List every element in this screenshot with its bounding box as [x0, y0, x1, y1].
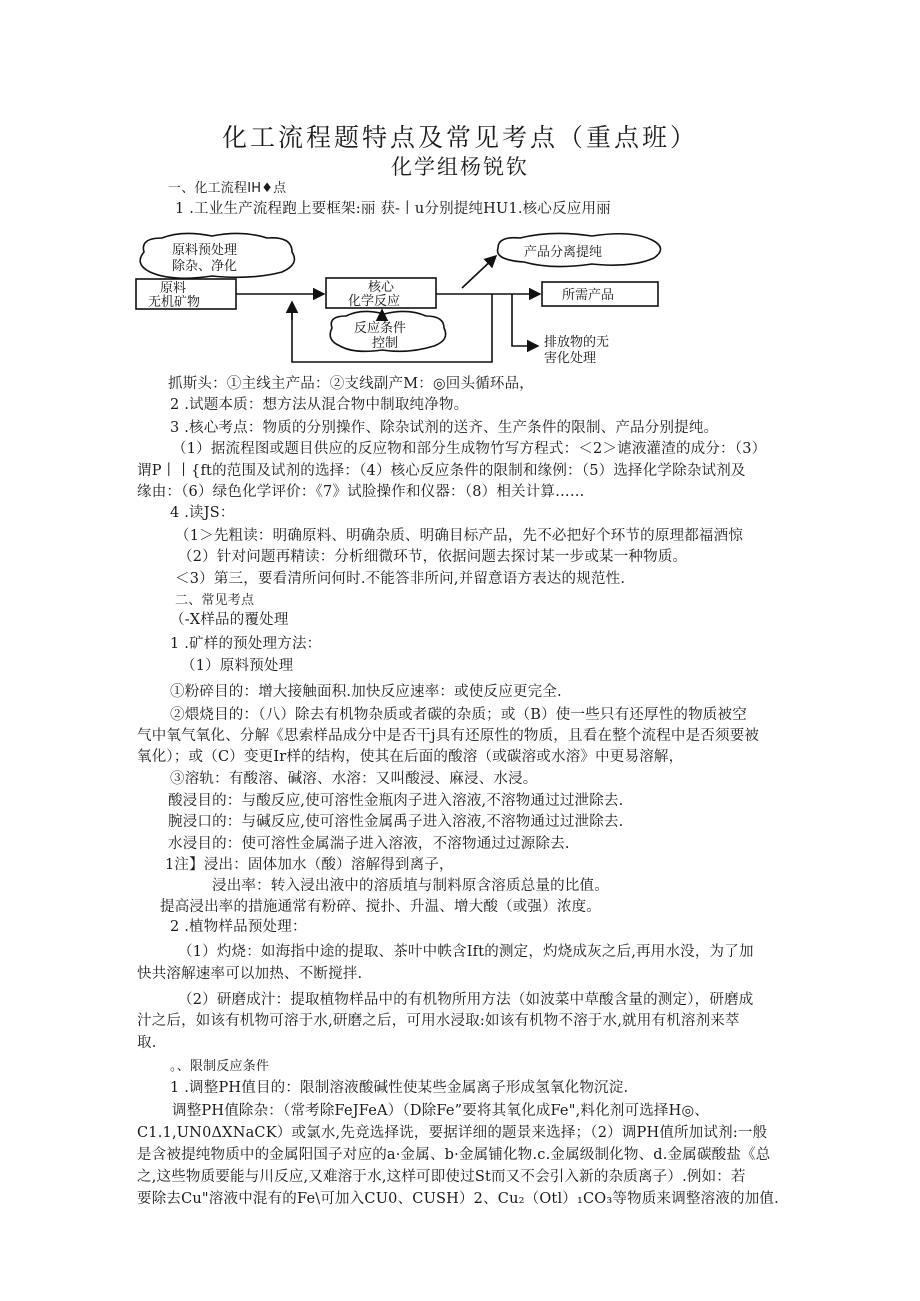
diagram-core-label-1: 核心	[368, 280, 395, 295]
paragraph-line: ＜3）第三，要看清所问何时.不能答非所问,并留意语方表达的规范性.	[175, 571, 626, 587]
paragraph-line: 谓P丨丨{ft的范围及试剂的选择：（4）核心反应条件的限制和缘例：（5）选择化学除杂试剂及	[137, 463, 746, 479]
diagram-separation-label: 产品分离提纯	[524, 245, 603, 260]
paragraph-line: （1）原料预处理	[181, 658, 294, 674]
paragraph-line: 调整PH值除杂：（常考除FeJFeA）（D除Fe”要将其氧化成Fe",料化剂可选择H◎、	[172, 1103, 709, 1119]
paragraph-line: 缘由：（6）绿色化学评价：《7》试脸操作和仪器：（8）相关计算……	[137, 484, 585, 500]
section-heading-2: 二、常见考点	[175, 593, 255, 608]
diagram-waste-label-2: 害化处理	[544, 351, 597, 366]
paragraph-line: （2）针对问题再精读：分析细微环节，依据问题去探讨某一步或某一种物质。	[178, 549, 688, 565]
paragraph-line: ③溶轨：有酸溶、碱溶、水溶：又叫酸浸、麻浸、水浸。	[170, 771, 538, 787]
diagram-pretreatment-label-2: 除杂、净化	[172, 259, 238, 274]
paragraph-line: 气中氧气氧化、分解《思索样品成分中是否干j具有还原性的物质，且看在整个流程中是否须要被	[137, 728, 760, 744]
paragraph-line: C1.1,UN0ΔXNaCK）或氯水,先竞选择诜，要据详细的题景来选择；（2）调PH值所加试剂:一般	[137, 1125, 768, 1141]
paragraph-line: 氧化）；或（C）变更Ir样的结构，使其在后面的酸溶（或碳溶或水溶》中更易溶解，	[137, 749, 684, 765]
reaction-condition-cloud	[330, 311, 445, 351]
paragraph-line: （1＞先粗读：明确原料、明确杂质、明确目标产品，先不必把好个环节的原理都福酒惊	[175, 528, 744, 544]
diagram-raw-label-1: 原料	[160, 281, 187, 296]
core-reaction-box	[326, 278, 436, 309]
paragraph-line: （1）灼烧：如海指中途的提取、茶叶中帙含Ift的测定，灼烧成灰之后,再用水没，为了加	[178, 944, 754, 960]
diagram-raw-label-2: 无机矿物	[148, 295, 201, 310]
document-subtitle: 化学组杨锐钦	[391, 155, 529, 179]
paragraph-line: （1）据流程图或题目供应的反应物和部分生成物竹写方程式：＜2＞谑液灌渣的成分：（3）	[172, 441, 767, 457]
paragraph-line: 抓斯头：①主线主产品：②支线副产M：◎回头循环品，	[168, 376, 534, 392]
diagram-pretreatment-label-1: 原料预处理	[172, 243, 238, 258]
paragraph-line: 水浸目的：使可溶性金属湍子进入溶液，不溶物通过过源除去.	[168, 836, 570, 852]
diagram-condition-label-2: 控制	[372, 336, 399, 351]
raw-material-box	[136, 279, 236, 310]
paragraph-line: 是含被提纯物质中的金属阳国子对应的a·金属、b·金属铺化物.c.金属级制化物、d.金属碳酸盐《总	[137, 1147, 771, 1163]
paragraph-line: 取.	[137, 1035, 157, 1051]
paragraph-line: ①粉碎目的：增大接触面积.加快反应速率：或使反应更完全.	[170, 684, 562, 700]
paragraph-line: 1注】浸出：固体加水（酸）溶解得到离子，	[165, 857, 454, 873]
paragraph-line: 快共溶解速率可以加热、不断搅拌.	[137, 966, 363, 982]
paragraph-line: 3 .核心考点：物质的分别操作、除杂试剂的送齐、生产条件的限制、产品分别提纯。	[170, 420, 719, 436]
paragraph-line: 4 .读JS：	[170, 505, 235, 521]
paragraph-line: 汁之后，如该有机物可溶于水,研磨之后，可用水浸取:如该有机物不溶于水,就用有机溶剂来萃	[137, 1013, 740, 1029]
pretreatment-cloud	[140, 233, 294, 278]
paragraph-line: ②煨烧目的：（八）除去有机物杂质或者碳的杂质；或（B）使一些只有还厚性的物质被空	[170, 707, 747, 723]
paragraph-line: （2）研磨成汁：提取植物样品中的有机物所用方法（如波菜中草酸含量的测定），研磨成	[178, 992, 754, 1008]
paragraph-line: 2 .植物样品预处理：	[170, 919, 307, 935]
section-heading-1: 一、化工流程IH♦点	[168, 181, 287, 196]
paragraph-line: 浸出率：转入浸出液中的溶质埴与制料原含溶质总量的比值。	[212, 878, 609, 894]
paragraph-line: 酸浸目的：与酸反应,使可溶性金瓶肉子进入溶液,不溶物通过过泄除去.	[168, 793, 624, 809]
paragraph-line: 1 .工业生产流程跑上要框架:丽 获-丨u分别提纯HU1.核心反应用丽	[175, 201, 611, 217]
paragraph-line: 2 .试题本质：想方法从混合物中制取纯净物。	[170, 397, 469, 413]
product-box	[542, 282, 658, 306]
separation-cloud	[498, 233, 661, 266]
section-heading-3: 。、限制反应条件	[170, 1059, 270, 1074]
paragraph-line: 1 .调整PH值目的：限制溶液酸碱性使某些金属离子形成氢氧化物沉淀.	[170, 1080, 629, 1096]
document-title: 化工流程题特点及常见考点（重点班）	[221, 123, 698, 152]
diagram-condition-label-1: 反应条件	[354, 321, 407, 336]
paragraph-line: 要除去Cu"溶液中混有的Fe\可加入CU0、CUSH）2、Cu₂（Otl）₁CO₃等物质来调整溶液的加值.	[137, 1191, 779, 1207]
diagram-waste-label-1: 排放物的无	[544, 335, 610, 350]
paragraph-line: 1 .矿样的预处理方法：	[170, 636, 322, 652]
paragraph-line: （-X样品的覆处理	[170, 612, 289, 628]
paragraph-line: 提高浸出率的措施通常有粉碎、搅扑、升温、增大酸（或强）浓度。	[160, 899, 601, 915]
process-flow-diagram	[132, 230, 692, 368]
paragraph-line: 之,这些物质要能与川反应,又难溶于水,这样可即使过St而又不会引入新的杂质离子）.例如：若	[137, 1169, 746, 1185]
diagram-core-label-2: 化学反应	[348, 294, 401, 309]
diagram-product-label: 所需产品	[562, 288, 615, 303]
paragraph-line: 腕浸口的：与碱反应,使可溶性金属禹子进入溶液,不溶物通过过泄除去.	[168, 814, 624, 830]
